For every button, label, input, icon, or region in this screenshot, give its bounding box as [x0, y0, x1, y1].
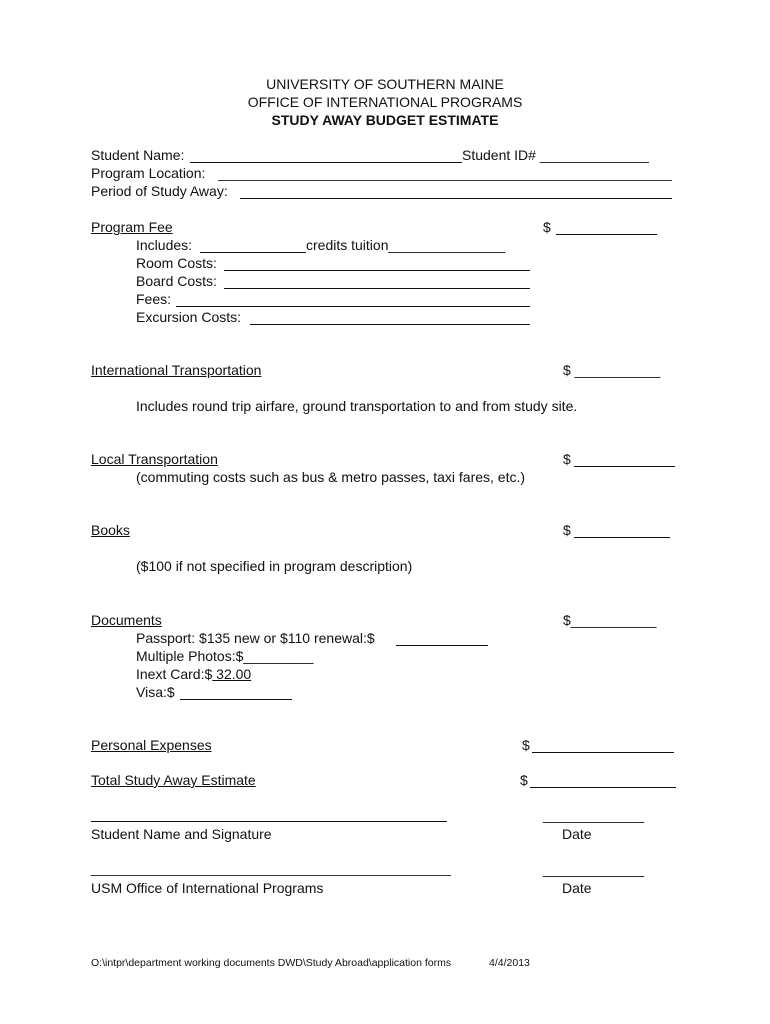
inext-card-row	[136, 666, 251, 682]
documents-field[interactable]: $___________	[563, 612, 657, 628]
inext-card-label: Inext Card:$	[136, 666, 213, 682]
local-transportation-dollar: $	[563, 451, 571, 467]
office-signature-label: USM Office of International Programs	[91, 880, 324, 896]
books-label: Books	[91, 522, 130, 538]
total-estimate-dollar: $	[520, 772, 528, 788]
student-name-label: Student Name:	[91, 147, 185, 163]
program-fee-field[interactable]	[556, 234, 657, 235]
books-field[interactable]	[574, 537, 670, 538]
excursion-costs-label: Excursion Costs:	[136, 309, 242, 325]
header-office: OFFICE OF INTERNATIONAL PROGRAMS	[247, 94, 523, 110]
header-university: UNIVERSITY OF SOUTHERN MAINE	[266, 76, 504, 92]
passport-field[interactable]	[396, 645, 488, 646]
international-transportation-label: International Transportation	[91, 362, 262, 378]
board-costs-field[interactable]	[224, 288, 530, 289]
fees-label: Fees:	[136, 291, 172, 307]
date2-line[interactable]: _____________	[543, 861, 645, 877]
program-location-label: Program Location:	[91, 165, 206, 181]
visa-label: Visa:$	[136, 684, 175, 700]
footer-path: O:\intpr\department working documents DWD\Study Abroad\application forms	[91, 957, 452, 969]
page-title: STUDY AWAY BUDGET ESTIMATE	[271, 112, 499, 128]
total-estimate-label: Total Study Away Estimate	[91, 772, 256, 788]
personal-expenses-label: Personal Expenses	[91, 737, 212, 753]
includes-label: Includes:	[136, 237, 193, 253]
international-transportation-note: Includes round trip airfare, ground transportation to and from study site.	[136, 398, 578, 414]
documents-label: Documents	[91, 612, 162, 628]
date2-label: Date	[562, 880, 592, 896]
date1-line[interactable]: _____________	[543, 807, 645, 823]
passport-label: Passport: $135 new or $110 renewal:$	[136, 630, 375, 646]
period-field[interactable]	[240, 198, 672, 199]
local-transportation-label: Local Transportation	[91, 451, 218, 467]
program-fee-dollar: $	[543, 219, 551, 235]
board-costs-label: Board Costs:	[136, 273, 217, 289]
footer-date: 4/4/2013	[489, 957, 530, 969]
personal-expenses-field[interactable]	[532, 752, 674, 753]
total-estimate-field[interactable]	[530, 787, 676, 788]
date1-label: Date	[562, 826, 592, 842]
credits-tuition-label: credits tuition_______________	[306, 237, 506, 253]
photos-field[interactable]: Multiple Photos:$_________	[136, 648, 314, 664]
personal-expenses-dollar: $	[522, 737, 530, 753]
visa-field[interactable]	[180, 699, 292, 700]
local-transportation-note: (commuting costs such as bus & metro passes, taxi fares, etc.)	[136, 469, 526, 485]
local-transportation-field[interactable]	[574, 466, 675, 467]
student-id-label: Student ID# ______________	[462, 147, 649, 163]
books-dollar: $	[563, 522, 571, 538]
credits-field[interactable]	[200, 252, 306, 253]
international-transportation-field[interactable]: $ ___________	[563, 362, 661, 378]
period-label: Period of Study Away:	[91, 183, 228, 199]
student-name-field[interactable]	[190, 162, 462, 163]
program-fee-label: Program Fee	[91, 219, 173, 235]
excursion-costs-field[interactable]	[250, 324, 530, 325]
fees-field[interactable]	[176, 306, 530, 307]
books-note: ($100 if not specified in program description)	[136, 558, 413, 574]
inext-card-value[interactable]: 32.00	[212, 666, 252, 682]
student-signature-label: Student Name and Signature	[91, 826, 272, 842]
room-costs-field[interactable]	[224, 270, 530, 271]
office-signature-line[interactable]	[91, 875, 451, 876]
room-costs-label: Room Costs:	[136, 255, 217, 271]
program-location-field[interactable]	[218, 180, 672, 181]
student-signature-line[interactable]	[91, 821, 447, 822]
